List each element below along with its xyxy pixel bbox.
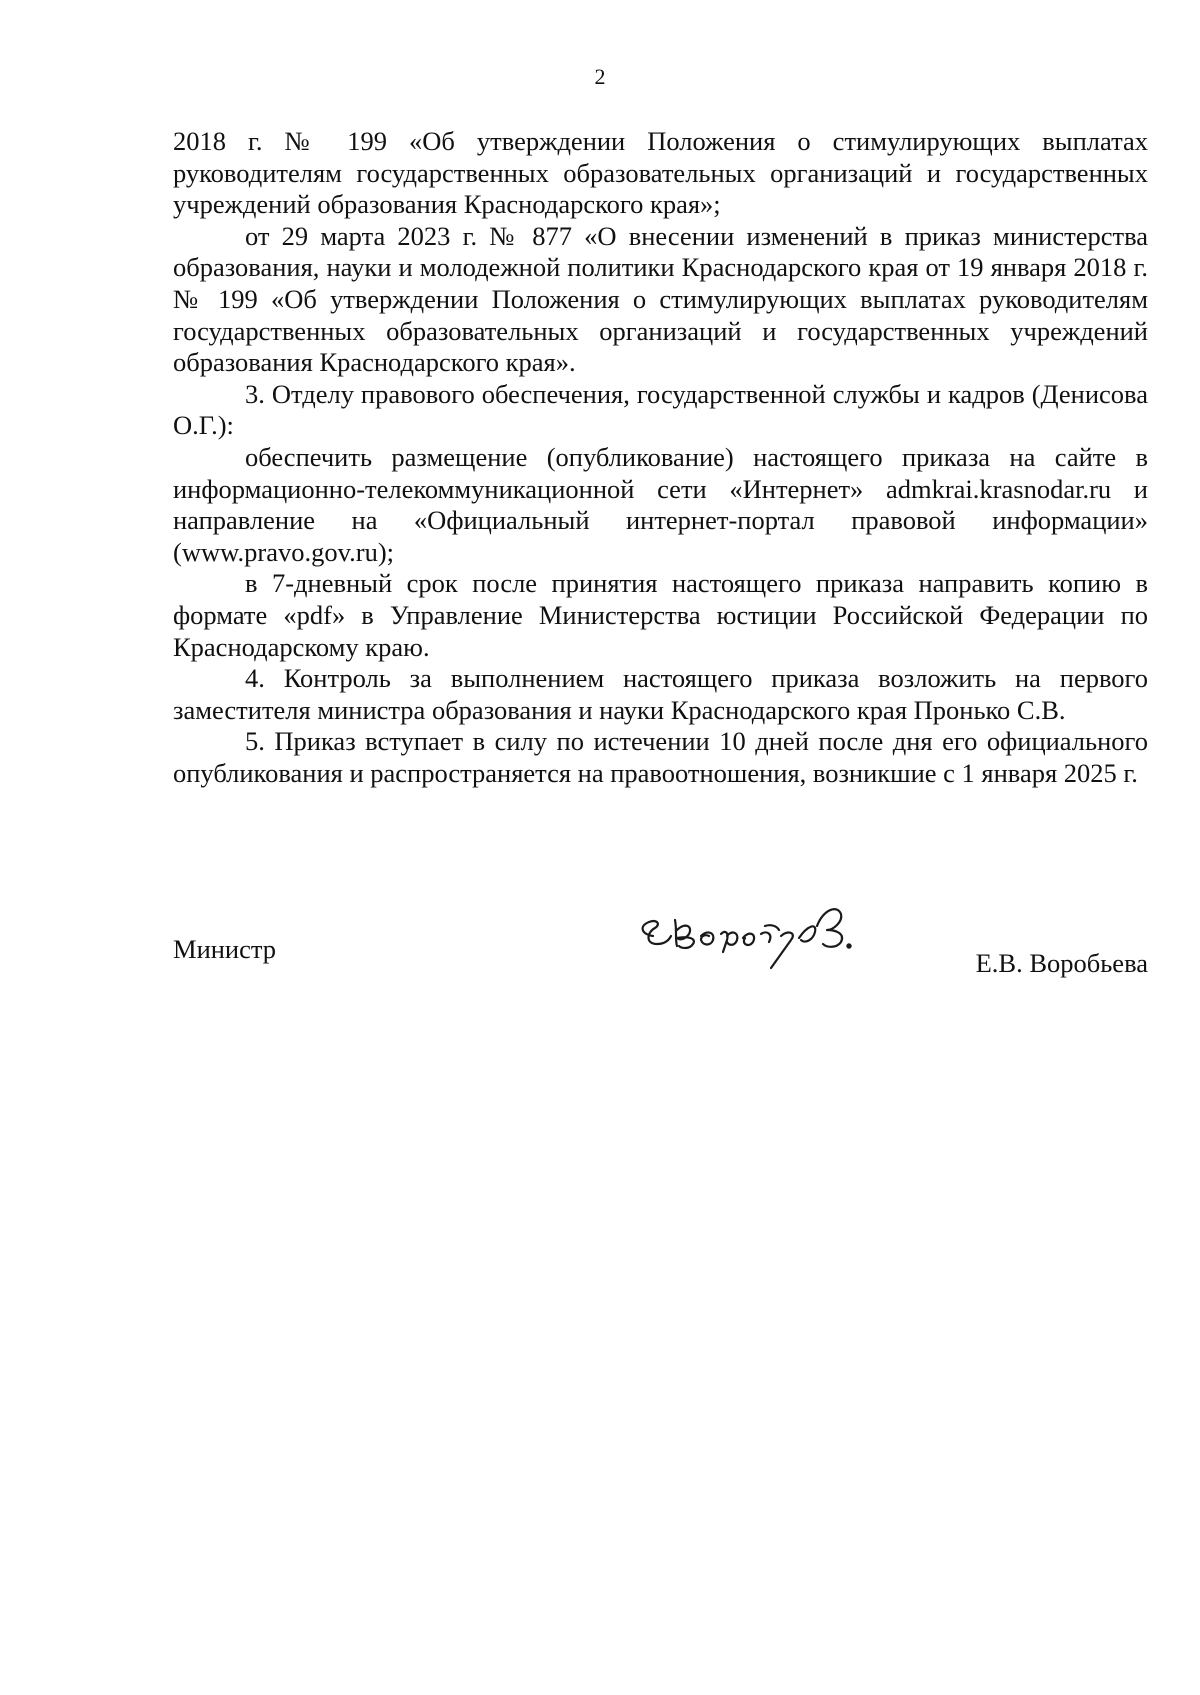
paragraph: 5. Приказ вступает в силу по истечении 10 дней после дня его официального опубликования и распространяется на правоотношения, возникшие с 1 января 2025 г. <box>173 726 1148 788</box>
signatory-name: Е.В. Воробьева <box>975 948 1148 978</box>
signature-block <box>173 900 1148 980</box>
paragraph: 4. Контроль за выполнением настоящего приказа возложить на первого заместителя министра образования и науки Краснодарского края Пронько С.В. <box>173 663 1148 725</box>
handwritten-signature <box>631 890 893 982</box>
page-number: 2 <box>594 64 606 89</box>
paragraph: в 7-дневный срок после принятия настоящего приказа направить копию в формате «pdf» в Управление Министерства юстиции Российской Федерации по Краснодарскому краю. <box>173 568 1148 662</box>
paragraph: от 29 марта 2023 г. № 877 «О внесении изменений в приказ министерства образования, науки и молодежной политики Краснодарского края от 19 января 2018 г. № 199 «Об утверждении Положения о стимулирующих выплатах руководителям государственных образовательных организаций и государственных учреждений образования Краснодарского края». <box>173 220 1148 378</box>
paragraph: 3. Отделу правового обеспечения, государственной службы и кадров (Денисова О.Г.): <box>173 378 1148 441</box>
signatory-title: Министр <box>173 934 277 964</box>
document-body <box>173 126 1148 789</box>
paragraph: 2018 г. № 199 «Об утверждении Положения о стимулирующих выплатах руководителям государственных образовательных организаций и государственных учреждений образования Краснодарского края»; <box>173 126 1148 220</box>
paragraph: обеспечить размещение (опубликование) настоящего приказа на сайте в информационно-телекоммуникационной сети «Интернет» admkrai.krasnodar.ru и направление на «Официальный интернет-портал правовой информации» (www.pravo.gov.ru); <box>173 441 1148 567</box>
